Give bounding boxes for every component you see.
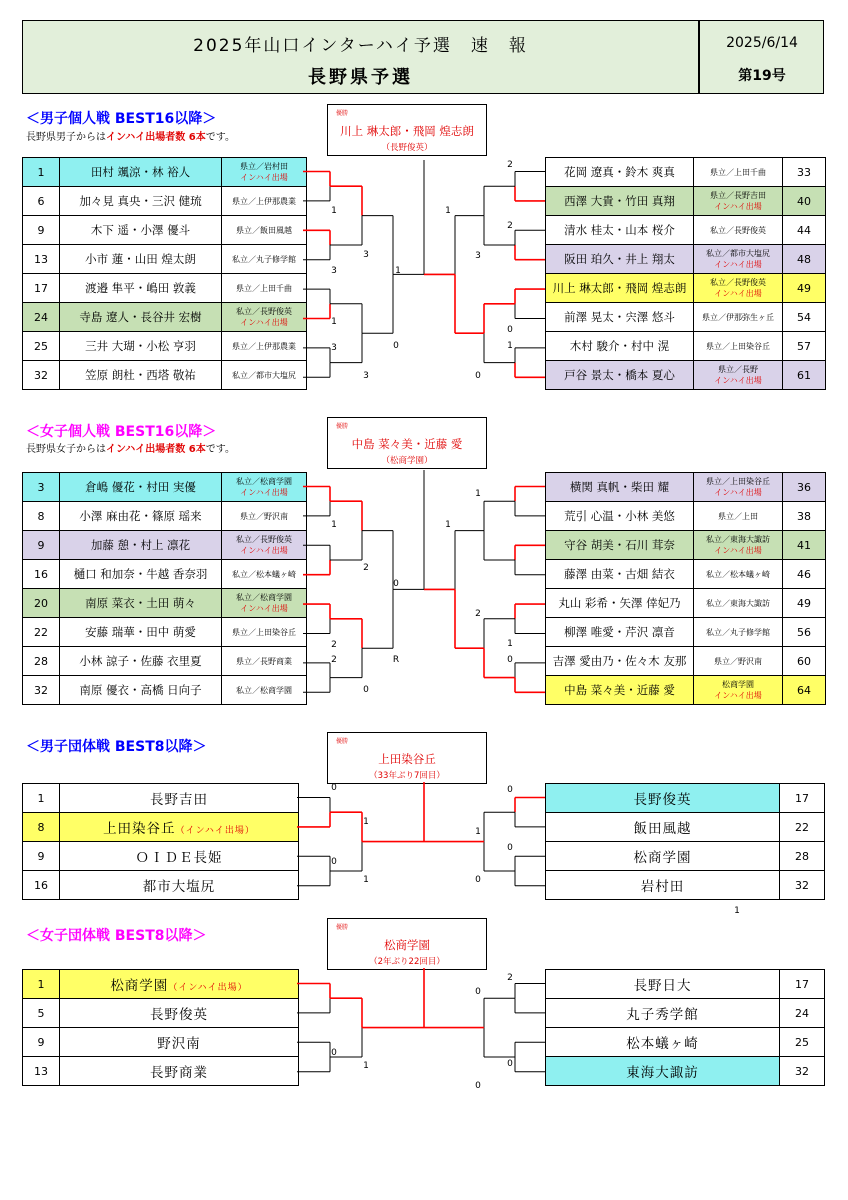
match-score: 2: [507, 221, 513, 231]
player-names: 南原 菜衣・土田 萌々: [60, 589, 222, 618]
inter-high-qualified: インハイ出場: [240, 604, 288, 613]
seed-number: 33: [783, 158, 826, 187]
inter-high-qualified: インハイ出場: [714, 376, 762, 385]
match-score: 3: [363, 371, 369, 381]
team-name-text: 長野俊英: [633, 792, 692, 808]
player-names: 川上 琳太郎・飛岡 煌志朗: [546, 274, 694, 303]
team-name-text: 長野吉田: [150, 792, 208, 808]
seed-number: 17: [780, 970, 825, 999]
inter-high-qualified: インハイ出場: [714, 260, 762, 269]
seed-number: 40: [783, 187, 826, 216]
winner-name: 松商学園: [384, 938, 430, 952]
player-names: 丸山 彩希・矢澤 倖妃乃: [546, 589, 694, 618]
match-score: 0: [331, 1048, 337, 1058]
player-names: 柳澤 唯愛・芹沢 凛音: [546, 618, 694, 647]
player-names: 加々見 真央・三沢 健琉: [60, 187, 222, 216]
match-score: 1: [363, 817, 369, 827]
match-score: 0: [507, 325, 513, 335]
team-name-text: ＯＩＤＥ長姫: [135, 850, 223, 866]
match-score: 0: [507, 1059, 513, 1069]
match-score: 2: [507, 973, 513, 983]
match-score: R: [392, 655, 400, 665]
team-name-text: 松商学園: [633, 850, 692, 866]
seed-number: 32: [23, 361, 60, 390]
player-names: 加藤 憩・村上 凛花: [60, 531, 222, 560]
player-names: 藤澤 由菜・古畑 結衣: [546, 560, 694, 589]
winner-school: （2年ぶり22回目）: [369, 957, 445, 967]
match-score: 3: [475, 251, 481, 261]
match-score: 0: [475, 371, 481, 381]
school-name: 私立／都市大塩尻: [232, 370, 296, 380]
school-name: 私立／長野俊英: [710, 278, 766, 287]
team-name-text: 岩村田: [640, 879, 685, 895]
seed-number: 17: [23, 274, 60, 303]
player-names: 安藤 瑞華・田中 萌愛: [60, 618, 222, 647]
seed-number: 60: [783, 647, 826, 676]
inter-high-qualified: インハイ出場: [240, 318, 288, 327]
seed-number: 6: [23, 187, 60, 216]
school-name: 私立／長野俊英: [236, 307, 292, 316]
winner-school: （長野俊英）: [381, 143, 433, 153]
player-names: 田村 颯涼・林 裕人: [60, 158, 222, 187]
match-score: 3: [331, 266, 337, 276]
winner-label: 優勝: [336, 738, 349, 745]
inter-high-qualified: インハイ出場: [714, 202, 762, 211]
seed-number: 9: [23, 531, 60, 560]
player-names: 寺島 遼人・長谷井 宏樹: [60, 303, 222, 332]
seed-number: 48: [783, 245, 826, 274]
school-name: 県立／上田染谷丘: [232, 627, 296, 637]
seed-number: 20: [23, 589, 60, 618]
match-score: 0: [475, 1081, 481, 1091]
school-name: 県立／上田: [718, 511, 758, 521]
team-name-text: 飯田風越: [633, 821, 692, 837]
seed-number: 16: [23, 560, 60, 589]
school-name: 私立／松商学園: [236, 593, 292, 602]
team-name-text: 東海大諏訪: [626, 1065, 699, 1081]
school-name: 県立／伊那弥生ヶ丘: [702, 312, 774, 322]
note-highlight: インハイ出場者数 6本: [106, 132, 206, 143]
player-names: 小市 蓮・山田 煌太朗: [60, 245, 222, 274]
seed-number: 22: [23, 618, 60, 647]
match-score: 0: [363, 685, 369, 695]
seed-number: 32: [780, 1057, 825, 1086]
school-name: 私立／松商学園: [236, 685, 292, 695]
section-title-boys-team: ＜男子団体戦 BEST8以降＞: [26, 739, 207, 755]
seed-number: 49: [783, 274, 826, 303]
seed-number: 8: [23, 813, 60, 842]
seed-number: 13: [23, 1057, 60, 1086]
school-name: 私立／松本蟻ヶ崎: [232, 569, 296, 579]
seed-number: 24: [780, 999, 825, 1028]
seed-number: 25: [23, 332, 60, 361]
seed-number: 1: [23, 158, 60, 187]
school-name: 県立／長野商業: [236, 656, 292, 666]
school-name: 私立／松本蟻ヶ崎: [706, 569, 770, 579]
player-names: 三井 大瑚・小松 亨羽: [60, 332, 222, 361]
seed-number: 25: [780, 1028, 825, 1057]
winner-name: 上田染谷丘: [378, 752, 436, 766]
seed-number: 36: [783, 473, 826, 502]
match-score: 0: [507, 655, 513, 665]
player-names: 西澤 大貴・竹田 真翔: [546, 187, 694, 216]
seed-number: 41: [783, 531, 826, 560]
school-name: 県立／上田染谷丘: [706, 341, 770, 351]
team-name-text: 野沢南: [157, 1036, 201, 1052]
note-text: 長野県男子からは: [26, 132, 106, 143]
inter-high-qualified: インハイ出場: [240, 546, 288, 555]
seed-number: 46: [783, 560, 826, 589]
seed-number: 56: [783, 618, 826, 647]
school-name: 県立／上田染谷丘: [706, 477, 770, 486]
school-name: 私立／東海大諏訪: [706, 598, 770, 608]
seed-number: 3: [23, 473, 60, 502]
match-score: 2: [475, 609, 481, 619]
seed-number: 32: [780, 871, 825, 900]
player-names: 笠原 朗杜・西塔 敬祐: [60, 361, 222, 390]
player-names: 阪田 珀久・井上 翔太: [546, 245, 694, 274]
issue-number: 第19号: [738, 68, 786, 84]
seed-number: 5: [23, 999, 60, 1028]
player-names: 前澤 晃太・宍澤 悠斗: [546, 303, 694, 332]
match-score: 1: [331, 317, 337, 327]
player-names: 守谷 胡美・石川 茸奈: [546, 531, 694, 560]
school-name: 私立／長野俊英: [710, 225, 766, 235]
seed-number: 38: [783, 502, 826, 531]
school-name: 私立／松商学園: [236, 477, 292, 486]
school-name: 県立／上伊那農業: [232, 196, 296, 206]
player-names: 木村 駿介・村中 滉: [546, 332, 694, 361]
match-score: 1: [445, 206, 451, 216]
note-highlight: インハイ出場者数 6本: [106, 444, 206, 455]
match-score: 3: [331, 343, 337, 353]
seed-number: 9: [23, 1028, 60, 1057]
match-score: 1: [475, 489, 481, 499]
inter-high-qualified: （インハイ出場）: [168, 983, 248, 993]
player-names: 清水 桂太・山本 桜介: [546, 216, 694, 245]
seed-number: 57: [783, 332, 826, 361]
school-name: 松商学園: [722, 680, 754, 689]
player-names: 横関 真帆・柴田 耀: [546, 473, 694, 502]
match-score: 1: [395, 266, 401, 276]
player-names: 木下 遥・小澤 優斗: [60, 216, 222, 245]
winner-school: （33年ぶり7回目）: [369, 771, 445, 781]
school-name: 私立／都市大塩尻: [706, 249, 770, 258]
school-name: 私立／丸子修学館: [232, 254, 296, 264]
school-name: 県立／野沢南: [714, 656, 762, 666]
inter-high-qualified: インハイ出場: [240, 488, 288, 497]
winner-label: 優勝: [336, 924, 349, 931]
school-name: 県立／飯田風越: [236, 225, 292, 235]
winner-label: 優勝: [336, 110, 349, 117]
school-name: 県立／上伊那農業: [232, 341, 296, 351]
seed-number: 24: [23, 303, 60, 332]
seed-number: 9: [23, 216, 60, 245]
seed-number: 32: [23, 676, 60, 705]
note-text: です。: [205, 444, 235, 455]
team-name-text: 松本蟻ヶ崎: [626, 1036, 699, 1052]
team-name-text: 都市大塩尻: [142, 879, 216, 895]
match-score: 2: [363, 563, 369, 573]
section-title-girls-team: ＜女子団体戦 BEST8以降＞: [26, 928, 207, 944]
seed-number: 17: [780, 784, 825, 813]
match-score: 0: [393, 579, 399, 589]
school-name: 私立／東海大諏訪: [706, 535, 770, 544]
match-score: 0: [393, 341, 399, 351]
seed-number: 61: [783, 361, 826, 390]
school-name: 私立／長野俊英: [236, 535, 292, 544]
section-title-boys-individual: ＜男子個人戦 BEST16以降＞: [26, 111, 217, 127]
seed-number: 16: [23, 871, 60, 900]
player-names: 小林 諒子・佐藤 衣里夏: [60, 647, 222, 676]
match-score: 1: [363, 1061, 369, 1071]
match-score: 1: [507, 341, 513, 351]
match-score: 1: [331, 520, 337, 530]
school-name: 県立／長野吉田: [710, 191, 766, 200]
seed-number: 28: [780, 842, 825, 871]
inter-high-qualified: インハイ出場: [240, 173, 288, 182]
match-score: 2: [331, 655, 337, 665]
seed-number: 64: [783, 676, 826, 705]
seed-number: 1: [23, 970, 60, 999]
winner-name: 川上 琳太郎・飛岡 煌志朗: [340, 124, 474, 138]
match-score: 0: [507, 785, 513, 795]
seed-number: 9: [23, 842, 60, 871]
match-score: 0: [331, 783, 337, 793]
report-title: 2025年山口インターハイ予選 速 報: [193, 36, 528, 56]
player-names: 吉澤 愛由乃・佐々木 友那: [546, 647, 694, 676]
school-name: 県立／上田千曲: [710, 167, 766, 177]
match-score: 3: [363, 250, 369, 260]
player-names: 小澤 麻由花・篠原 瑶来: [60, 502, 222, 531]
match-score: 0: [475, 987, 481, 997]
player-names: 花岡 遼真・鈴木 爽真: [546, 158, 694, 187]
match-score: 1: [331, 206, 337, 216]
inter-high-qualified: インハイ出場: [714, 546, 762, 555]
seed-number: 1: [23, 784, 60, 813]
match-score: 2: [331, 640, 337, 650]
inter-high-qualified: インハイ出場: [714, 488, 762, 497]
seed-number: 13: [23, 245, 60, 274]
note-text: 長野県女子からは: [26, 444, 106, 455]
school-name: 私立／丸子修学館: [706, 627, 770, 637]
winner-school: （松商学園）: [381, 456, 433, 466]
match-score: 1: [734, 906, 740, 916]
team-name-text: 上田染谷丘: [103, 821, 176, 837]
team-name-text: 長野俊英: [150, 1007, 208, 1023]
player-names: 樋口 和加奈・牛越 香奈羽: [60, 560, 222, 589]
school-name: 県立／岩村田: [240, 162, 288, 171]
seed-number: 49: [783, 589, 826, 618]
player-names: 中島 菜々美・近藤 愛: [546, 676, 694, 705]
school-name: 県立／上田千曲: [236, 283, 292, 293]
match-score: 2: [507, 160, 513, 170]
player-names: 倉嶋 優花・村田 実優: [60, 473, 222, 502]
team-name-text: 松商学園: [110, 978, 169, 994]
seed-number: 8: [23, 502, 60, 531]
match-score: 0: [331, 857, 337, 867]
match-score: 0: [507, 843, 513, 853]
seed-number: 54: [783, 303, 826, 332]
match-score: 1: [363, 875, 369, 885]
player-names: 荒引 心温・小林 美悠: [546, 502, 694, 531]
winner-label: 優勝: [336, 423, 349, 430]
player-names: 渡邉 隼平・嶋田 敦義: [60, 274, 222, 303]
note-text: です。: [205, 132, 235, 143]
report-subtitle: 長野県予選: [308, 67, 413, 88]
team-name-text: 丸子秀学館: [626, 1007, 699, 1023]
seed-number: 44: [783, 216, 826, 245]
winner-name: 中島 菜々美・近藤 愛: [351, 437, 463, 451]
seed-number: 28: [23, 647, 60, 676]
inter-high-qualified: インハイ出場: [714, 691, 762, 700]
section-title-girls-individual: ＜女子個人戦 BEST16以降＞: [26, 424, 217, 440]
team-name-text: 長野商業: [150, 1065, 208, 1081]
match-score: 0: [475, 875, 481, 885]
match-score: 1: [475, 827, 481, 837]
inter-high-qualified: （インハイ出場）: [175, 826, 255, 836]
school-name: 県立／長野: [718, 365, 758, 374]
player-names: 南原 優衣・高橋 日向子: [60, 676, 222, 705]
seed-number: 22: [780, 813, 825, 842]
school-name: 県立／野沢南: [240, 511, 288, 521]
team-name-text: 長野日大: [633, 978, 692, 994]
inter-high-qualified: インハイ出場: [714, 289, 762, 298]
report-date: 2025/6/14: [726, 35, 798, 51]
player-names: 戸谷 景太・橋本 夏心: [546, 361, 694, 390]
match-score: 1: [445, 520, 451, 530]
match-score: 1: [507, 639, 513, 649]
